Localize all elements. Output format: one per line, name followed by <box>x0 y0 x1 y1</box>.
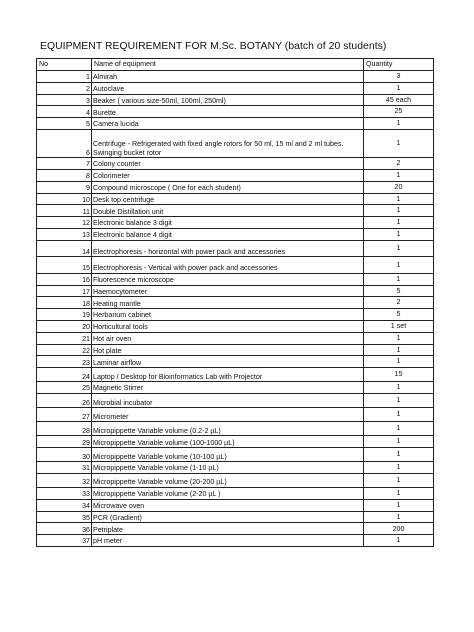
equipment-name: Centrifuge - Refrigerated with fixed angle rotors for 50 ml, 15 ml and 2 ml tubes. Swinging bucket rotor <box>92 129 364 157</box>
equipment-quantity: 1 <box>364 462 434 474</box>
equipment-quantity: 1 <box>364 228 434 240</box>
equipment-quantity: 1 <box>364 473 434 487</box>
table-row <box>37 205 434 217</box>
equipment-name: Magnetic Stirrer <box>92 382 364 394</box>
equipment-quantity: 2 <box>364 158 434 170</box>
table-row <box>37 344 434 356</box>
row-number: 11 <box>37 205 92 217</box>
table-row <box>37 448 434 462</box>
row-number: 4 <box>37 106 92 118</box>
equipment-quantity: 1 <box>364 511 434 523</box>
equipment-quantity: 2 <box>364 297 434 309</box>
row-number: 22 <box>37 344 92 356</box>
equipment-name: Electronic balance 4 digit <box>92 228 364 240</box>
equipment-quantity: 1 <box>364 535 434 547</box>
table-row <box>37 297 434 309</box>
row-number: 23 <box>37 356 92 368</box>
equipment-quantity: 1 <box>364 129 434 157</box>
equipment-name: Micropippette Variable volume (10-100 µL) <box>92 448 364 462</box>
row-number: 33 <box>37 488 92 500</box>
equipment-quantity: 15 <box>364 368 434 382</box>
table-row <box>37 356 434 368</box>
equipment-quantity: 1 <box>364 382 434 394</box>
table-row <box>37 488 434 500</box>
equipment-name: Hot air oven <box>92 332 364 344</box>
row-number: 8 <box>37 169 92 181</box>
row-number: 2 <box>37 82 92 94</box>
row-number: 7 <box>37 158 92 170</box>
equipment-quantity: 25 <box>364 106 434 118</box>
table-row <box>37 257 434 274</box>
equipment-quantity: 1 <box>364 408 434 422</box>
equipment-quantity: 45 each <box>364 94 434 106</box>
equipment-quantity: 5 <box>364 309 434 321</box>
header-name-of-equipment: Name of equipment <box>92 59 364 71</box>
table-row <box>37 106 434 118</box>
equipment-name: Heating mantle <box>92 297 364 309</box>
row-number: 20 <box>37 320 92 332</box>
table-row <box>37 320 434 332</box>
row-number: 1 <box>37 71 92 83</box>
row-number: 19 <box>37 309 92 321</box>
header-quantity: Quantity <box>364 59 434 71</box>
row-number: 31 <box>37 462 92 474</box>
row-number: 17 <box>37 285 92 297</box>
row-number: 37 <box>37 535 92 547</box>
row-number: 24 <box>37 368 92 382</box>
table-row <box>37 71 434 83</box>
document-title: EQUIPMENT REQUIREMENT FOR M.Sc. BOTANY (batch of 20 students) <box>40 41 387 52</box>
equipment-name: Almirah <box>92 71 364 83</box>
row-number: 32 <box>37 473 92 487</box>
equipment-quantity: 3 <box>364 71 434 83</box>
equipment-name: Laminar airflow <box>92 356 364 368</box>
row-number: 29 <box>37 436 92 448</box>
equipment-quantity: 20 <box>364 181 434 193</box>
table-row <box>37 309 434 321</box>
equipment-name: Autoclave <box>92 82 364 94</box>
equipment-name: Petriplate <box>92 523 364 535</box>
row-number: 27 <box>37 408 92 422</box>
equipment-name: Herbarium cabinet <box>92 309 364 321</box>
equipment-quantity: 1 <box>364 217 434 229</box>
equipment-quantity: 1 <box>364 356 434 368</box>
table-row <box>37 240 434 257</box>
equipment-quantity: 1 <box>364 436 434 448</box>
equipment-name: Camera lucida <box>92 118 364 130</box>
equipment-quantity: 1 <box>364 82 434 94</box>
equipment-name: Beaker ( various size-50ml, 100ml, 250ml) <box>92 94 364 106</box>
row-number: 12 <box>37 217 92 229</box>
equipment-name: Micropippette Variable volume (0.2-2 µL) <box>92 422 364 436</box>
equipment-quantity: 1 <box>364 118 434 130</box>
equipment-quantity: 1 <box>364 344 434 356</box>
row-number: 34 <box>37 499 92 511</box>
equipment-name: Electrophoresis - horizontal with power pack and accessories <box>92 240 364 257</box>
equipment-quantity: 1 <box>364 240 434 257</box>
equipment-quantity: 1 <box>364 499 434 511</box>
row-number: 21 <box>37 332 92 344</box>
table-row <box>37 94 434 106</box>
table-row <box>37 368 434 382</box>
equipment-name: Desk top centrifuge <box>92 193 364 205</box>
equipment-quantity: 1 <box>364 422 434 436</box>
equipment-name: Electrophoresis - Vertical with power pack and accessories <box>92 257 364 274</box>
equipment-name: Colorimeter <box>92 169 364 181</box>
equipment-quantity: 1 <box>364 332 434 344</box>
table-row <box>37 285 434 297</box>
equipment-name: Double Distillation unit <box>92 205 364 217</box>
row-number: 13 <box>37 228 92 240</box>
equipment-quantity: 1 <box>364 169 434 181</box>
table-row <box>37 462 434 474</box>
table-row <box>37 217 434 229</box>
equipment-name: Micropippette Variable volume (20-200 µL) <box>92 473 364 487</box>
row-number: 26 <box>37 394 92 408</box>
row-number: 10 <box>37 193 92 205</box>
row-number: 14 <box>37 240 92 257</box>
equipment-name: Electronic balance 3 digit <box>92 217 364 229</box>
table-row <box>37 394 434 408</box>
header-no: No <box>37 59 92 71</box>
table-row <box>37 422 434 436</box>
row-number: 36 <box>37 523 92 535</box>
row-number: 30 <box>37 448 92 462</box>
equipment-quantity: 1 <box>364 273 434 285</box>
equipment-quantity: 5 <box>364 285 434 297</box>
equipment-name: Horticultural tools <box>92 320 364 332</box>
row-number: 3 <box>37 94 92 106</box>
equipment-table <box>36 58 434 547</box>
row-number: 9 <box>37 181 92 193</box>
table-row <box>37 408 434 422</box>
row-number: 6 <box>37 129 92 157</box>
equipment-name: Compound microscope ( One for each student) <box>92 181 364 193</box>
equipment-name: Burette <box>92 106 364 118</box>
row-number: 25 <box>37 382 92 394</box>
equipment-name: Micropippette Variable volume (100-1000 µL) <box>92 436 364 448</box>
equipment-name: Fluorescence microscope <box>92 273 364 285</box>
table-row <box>37 169 434 181</box>
table-row <box>37 473 434 487</box>
table-row <box>37 511 434 523</box>
table-row <box>37 523 434 535</box>
equipment-name: Micropippette Variable volume (2-20 µL ) <box>92 488 364 500</box>
equipment-quantity: 200 <box>364 523 434 535</box>
table-header-row <box>37 59 434 71</box>
equipment-quantity: 1 <box>364 205 434 217</box>
equipment-quantity: 1 <box>364 448 434 462</box>
table-row <box>37 181 434 193</box>
equipment-name: PCR (Gradient) <box>92 511 364 523</box>
equipment-quantity: 1 set <box>364 320 434 332</box>
equipment-name: Hot plate <box>92 344 364 356</box>
row-number: 15 <box>37 257 92 274</box>
equipment-name: Microwave oven <box>92 499 364 511</box>
equipment-name: Micropippette Variable volume (1-10 µL) <box>92 462 364 474</box>
equipment-name: Laptop / Desktop for Bioinformatics Lab with Projector <box>92 368 364 382</box>
row-number: 18 <box>37 297 92 309</box>
row-number: 35 <box>37 511 92 523</box>
equipment-name: pH meter <box>92 535 364 547</box>
table-row <box>37 499 434 511</box>
equipment-name: Haemocytometer <box>92 285 364 297</box>
row-number: 28 <box>37 422 92 436</box>
table-row <box>37 118 434 130</box>
table-row <box>37 436 434 448</box>
equipment-name: Colony counter <box>92 158 364 170</box>
table-row <box>37 129 434 157</box>
table-row <box>37 193 434 205</box>
table-row <box>37 382 434 394</box>
equipment-name: Micrometer <box>92 408 364 422</box>
equipment-name: Microbial incubator <box>92 394 364 408</box>
table-row <box>37 273 434 285</box>
table-body <box>37 71 434 547</box>
row-number: 5 <box>37 118 92 130</box>
table-row <box>37 82 434 94</box>
table-row <box>37 332 434 344</box>
table-row <box>37 228 434 240</box>
equipment-quantity: 1 <box>364 257 434 274</box>
equipment-quantity: 1 <box>364 193 434 205</box>
equipment-quantity: 1 <box>364 488 434 500</box>
equipment-quantity: 1 <box>364 394 434 408</box>
row-number: 16 <box>37 273 92 285</box>
table-row <box>37 535 434 547</box>
table-row <box>37 158 434 170</box>
